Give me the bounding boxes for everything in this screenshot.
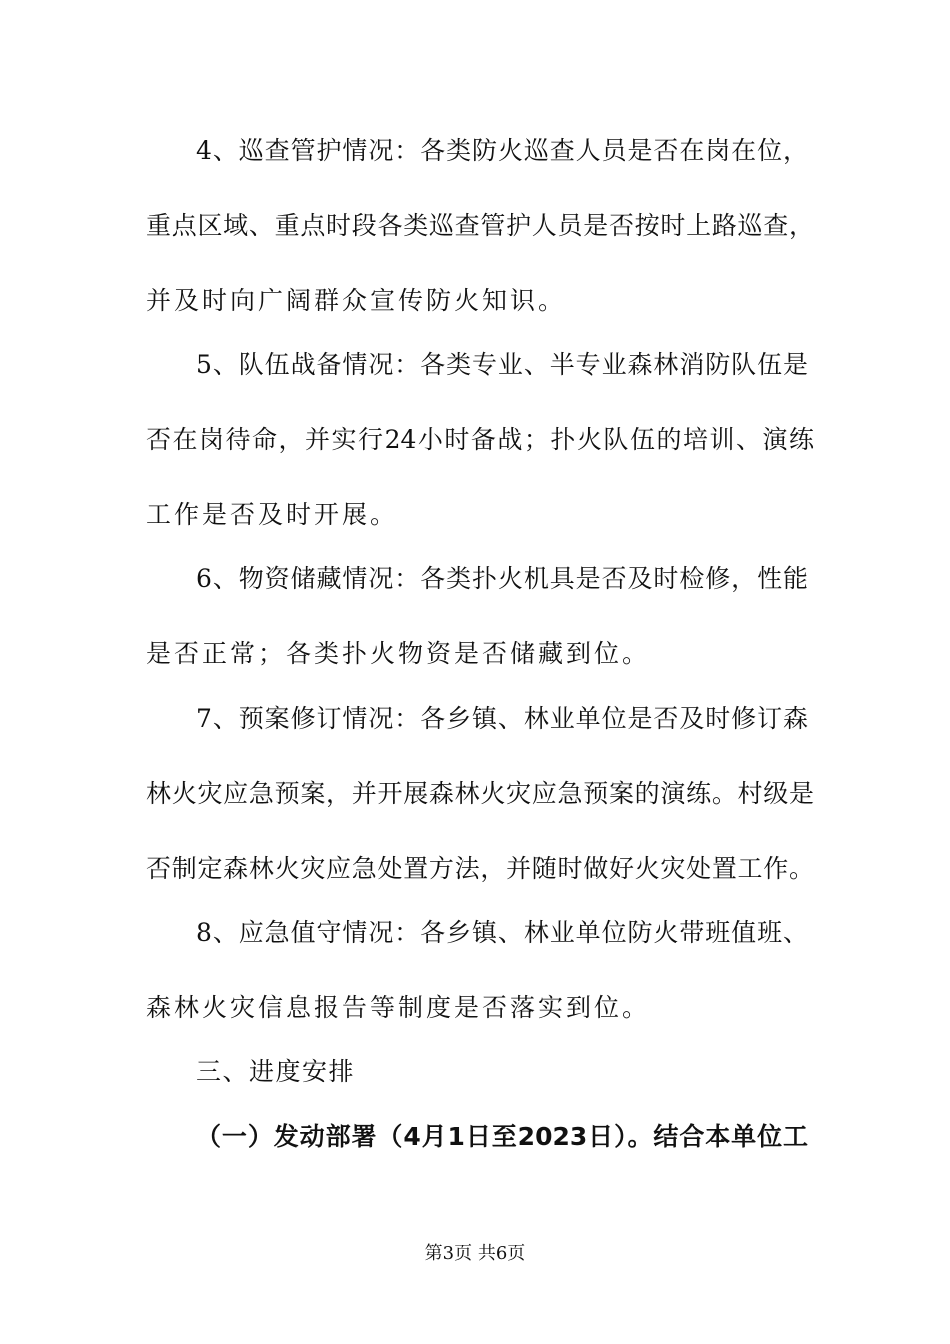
paragraph-line: 6、物资储藏情况：各类扑火机具是否及时检修，性能 [196,564,808,593]
paragraph-line: 并及时向广阔群众宣传防火知识。 [146,286,567,315]
paragraph-line: （一）发动部署（4月1日至2023日）。结合本单位工 [196,1122,808,1151]
section-heading: 三、进度安排 [196,1057,356,1086]
paragraph-line: 工作是否及时开展。 [146,500,399,529]
paragraph-line: 5、队伍战备情况：各类专业、半专业森林消防队伍是 [196,350,808,379]
paragraph-line: 森林火灾信息报告等制度是否落实到位。 [146,993,651,1022]
paragraph-line: 8、应急值守情况：各乡镇、林业单位防火带班值班、 [196,918,808,947]
paragraph-line: 重点区域、重点时段各类巡查管护人员是否按时上路巡查， [146,211,814,240]
page-footer: 第3页 共6页 [424,1243,526,1264]
paragraph-line: 否制定森林火灾应急处置方法，并随时做好火灾处置工作。 [146,854,814,883]
paragraph-line: 否在岗待命，并实行24小时备战；扑火队伍的培训、演练 [146,425,814,454]
paragraph-line: 7、预案修订情况：各乡镇、林业单位是否及时修订森 [196,704,808,733]
paragraph-line: 是否正常；各类扑火物资是否储藏到位。 [146,639,651,668]
paragraph-line: 4、巡查管护情况：各类防火巡查人员是否在岗在位， [196,136,808,165]
paragraph-line: 林火灾应急预案，并开展森林火灾应急预案的演练。村级是 [146,779,814,808]
